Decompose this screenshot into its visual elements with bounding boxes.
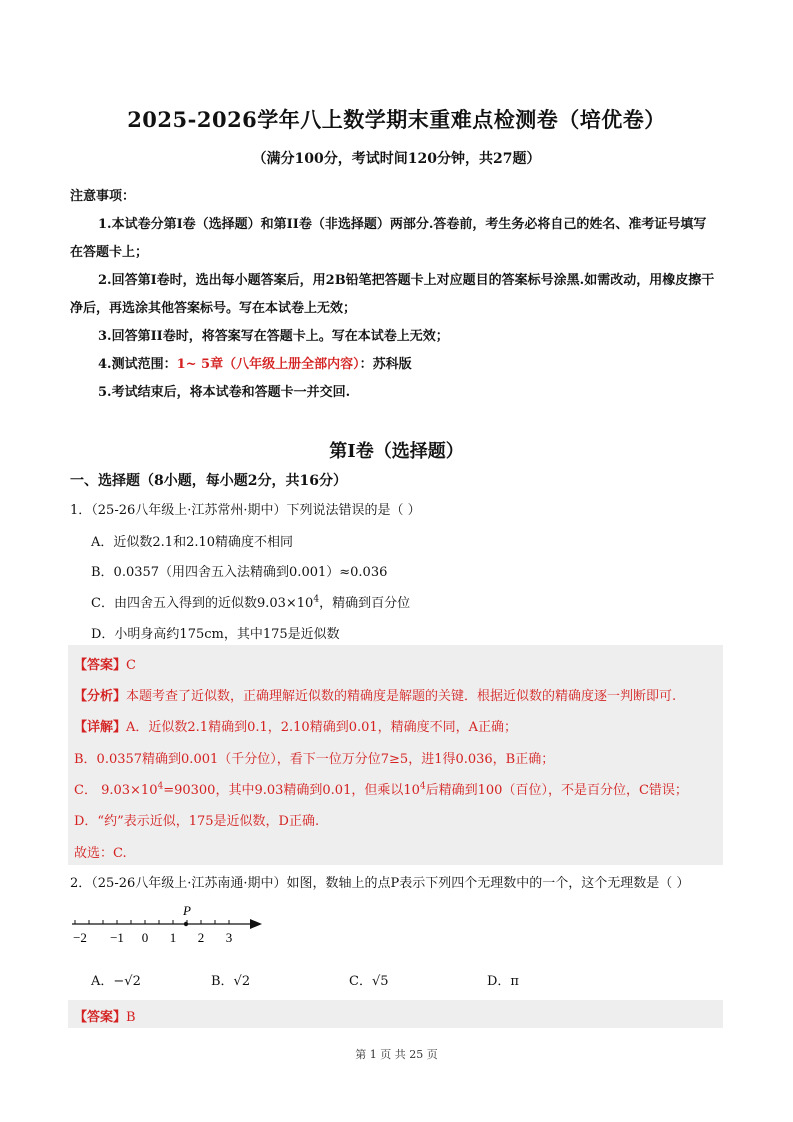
q1-detail-c-tail: 后精确到100（百位），不是百分位，C错误； (425, 783, 688, 798)
q1-detail-d: D．“约”表示近似，175是近似数，D正确. (74, 814, 320, 829)
q1-detail-c-mid: =90300，其中9.03精确到0.01，但乘以10 (163, 783, 420, 798)
q2-option-d: D．π (487, 974, 519, 989)
q2-option-a: A．−√2 (91, 974, 141, 989)
q1-option-c (91, 592, 410, 611)
note-item-5: 5.考试结束后，将本试卷和答题卡一并交回. (98, 385, 351, 400)
q1-answer-value: C (126, 658, 136, 673)
q1-stem: 1．（25-26八年级上·江苏常州·期中）下列说法错误的是（ ） (70, 503, 421, 518)
q2-option-b: B．√2 (211, 974, 251, 989)
q1-analysis (74, 685, 676, 704)
tick-label: −2 (73, 930, 87, 945)
q2-stem: 2．（25-26八年级上·江苏南通·期中）如图，数轴上的点P表示下列四个无理数中的一个，这个无理数是（ ） (70, 876, 690, 891)
q2-answer (74, 1006, 136, 1025)
note-item-4 (70, 351, 760, 379)
q2-answer-box (68, 1000, 723, 1028)
q1-conclusion: 故选：C. (74, 846, 127, 861)
tick-label: 2 (197, 930, 205, 945)
note-item-1-cont: 在答题卡上； (70, 245, 149, 260)
point-p (184, 922, 188, 926)
notes-section (70, 183, 760, 407)
q1-detail-c-pre: C． 9.03×10 (74, 783, 158, 798)
tick-label: 1 (169, 930, 177, 945)
note-item-2-cont: 净后，再选涂其他答案标号。写在本试卷上无效； (70, 301, 357, 316)
page-footer: 第 1 页 共 25 页 (355, 1048, 438, 1061)
q1-detail (74, 716, 517, 735)
tick-label: −1 (110, 930, 124, 945)
note-item-4-prefix: 4.测试范围： (98, 357, 177, 372)
note-item-4-scope: 1~ 5章（八年级上册全部内容） (176, 357, 360, 372)
number-line-arrow (250, 919, 262, 929)
page-subtitle: （满分100分，考试时间120分钟，共27题） (252, 151, 541, 167)
q1-option-c-text: C．由四舍五入得到的近似数9.03×10 (91, 596, 314, 611)
q1-analysis-text: 本题考查了近似数，正确理解近似数的精确度是解题的关键．根据近似数的精确度逐一判断即可. (126, 689, 677, 704)
q1-detail-c-exp2: 4 (419, 781, 426, 792)
section-title: 第I卷（选择题） (329, 441, 464, 462)
notes-heading: 注意事项： (70, 189, 136, 204)
number-line-figure (70, 900, 270, 948)
q1-detail-b: B．0.0357精确到0.001（千分位），看下一位万分位7≥5，进1得0.036，B正确； (74, 752, 555, 767)
q1-analysis-label: 【分析】 (74, 689, 127, 704)
q2-option-c: C．√5 (349, 974, 389, 989)
point-p-label: P (183, 903, 191, 918)
q1-answer-label: 【答案】 (74, 658, 127, 673)
q1-detail-c-exp: 4 (157, 781, 164, 792)
q2-answer-value: B (126, 1010, 136, 1025)
tick-label: 0 (141, 930, 149, 945)
q1-detail-c (74, 779, 688, 798)
q1-option-c-exponent: 4 (313, 594, 320, 605)
q1-detail-label: 【详解】 (74, 720, 127, 735)
note-item-1: 1.本试卷分第I卷（选择题）和第II卷（非选择题）两部分.答卷前，考生务必将自己的姓名、准考证号填写 (98, 217, 707, 232)
part-title: 一、选择题（8小题，每小题2分，共16分） (70, 473, 347, 489)
q1-detail-a: A．近似数2.1精确到0.1，2.10精确到0.01，精确度不同，A正确； (126, 720, 518, 735)
q2-answer-label: 【答案】 (74, 1010, 127, 1025)
page-title: 2025-2026学年八上数学期末重难点检测卷（培优卷） (127, 107, 666, 132)
note-item-3: 3.回答第II卷时，将答案写在答题卡上。写在本试卷上无效； (98, 329, 449, 344)
q1-option-b: B．0.0357（用四舍五入法精确到0.001）≈0.036 (91, 565, 388, 580)
note-item-4-suffix: ：苏科版 (359, 357, 412, 372)
note-item-2: 2.回答第I卷时，选出每小题答案后，用2B铅笔把答题卡上对应题目的答案标号涂黑.如需改动，用橡皮擦干 (98, 273, 715, 288)
q1-option-a: A．近似数2.1和2.10精确度不相同 (91, 535, 294, 550)
tick-label: 3 (225, 930, 233, 945)
q1-option-c-tail: ，精确到百分位 (319, 596, 411, 611)
q1-answer (74, 654, 136, 673)
q1-option-d: D．小明身高约175cm，其中175是近似数 (91, 627, 340, 642)
